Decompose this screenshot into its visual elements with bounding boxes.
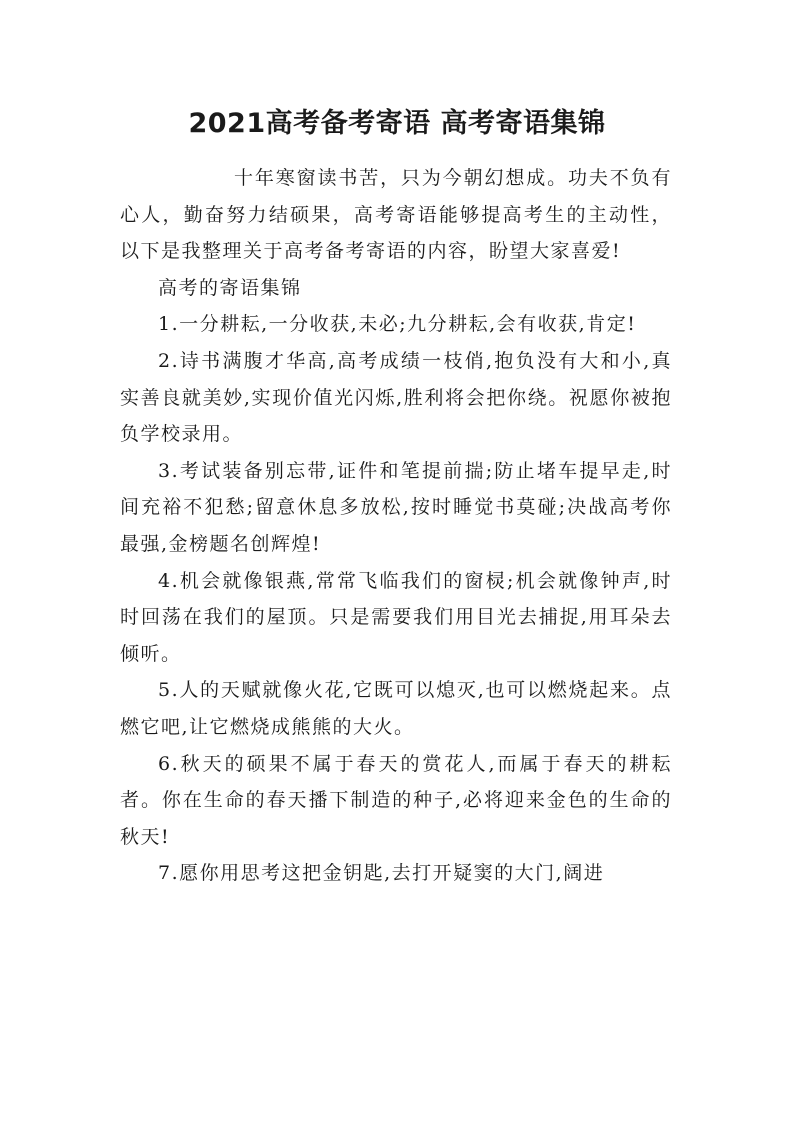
document-title: 2021高考备考寄语 高考寄语集锦 <box>188 108 606 139</box>
section-heading: 高考的寄语集锦 <box>158 276 302 299</box>
list-item: 3.考试装备别忘带,证件和笔提前揣;防止堵车提早走,时间充裕不犯愁;留意休息多放松,按时睡觉书莫碰;决战高考你最强,金榜题名创辉煌! <box>120 459 672 555</box>
list-item: 4.机会就像银燕,常常飞临我们的窗棂;机会就像钟声,时时回荡在我们的屋顶。只是需要我们用目光去捕捉,用耳朵去倾听。 <box>120 569 672 665</box>
list-item: 7.愿你用思考这把金钥匙,去打开疑窦的大门,阔进 <box>158 862 605 885</box>
document-body <box>120 160 672 892</box>
list-item: 6.秋天的硕果不属于春天的赏花人,而属于春天的耕耘者。你在生命的春天播下制造的种子,必将迎来金色的生命的秋天! <box>120 752 672 848</box>
list-item: 2.诗书满腹才华高,高考成绩一枝俏,抱负没有大和小,真实善良就美妙,实现价值光闪烁,胜利将会把你绕。祝愿你被抱负学校录用。 <box>120 349 672 446</box>
list-item: 1.一分耕耘,一分收获,未必;九分耕耘,会有收获,肯定! <box>158 313 637 336</box>
intro-paragraph: 十年寒窗读书苦，只为今朝幻想成。功夫不负有心人，勤奋努力结硕果，高考寄语能够提高考生的主动性，以下是我整理关于高考备考寄语的内容，盼望大家喜爱! <box>120 167 672 263</box>
list-item: 5.人的天赋就像火花,它既可以熄灭,也可以燃烧起来。点燃它吧,让它燃烧成熊熊的大火。 <box>120 679 672 738</box>
